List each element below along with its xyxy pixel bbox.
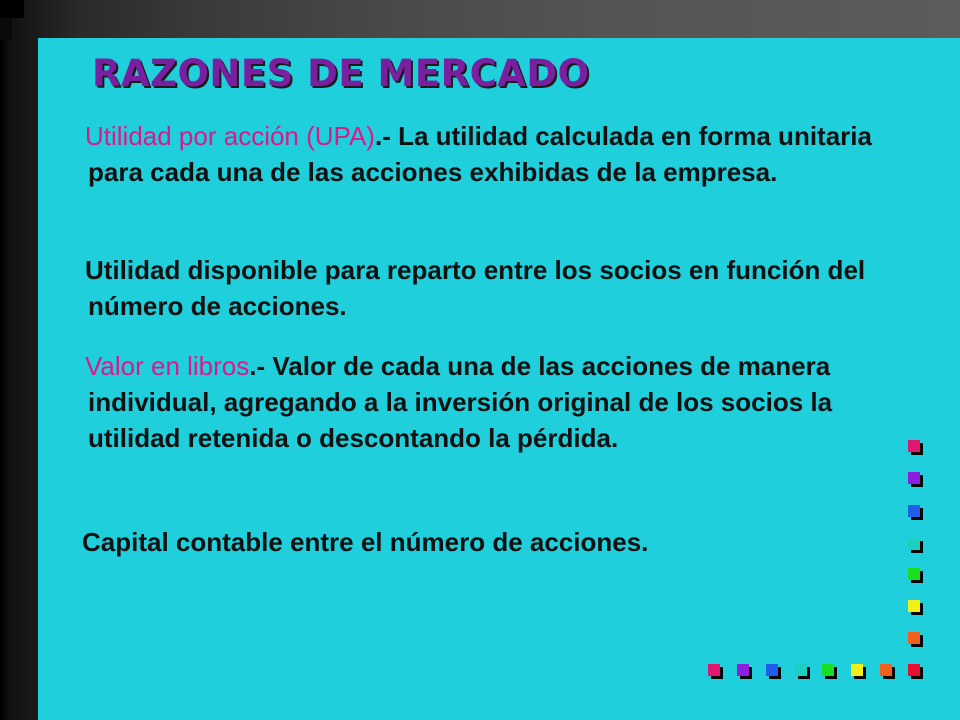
paragraph-valor-libros [85, 348, 908, 456]
decor-square [908, 505, 920, 517]
decor-square [737, 664, 749, 676]
corner-decoration [0, 0, 24, 18]
decor-square [908, 440, 920, 452]
decor-square [708, 664, 720, 676]
paragraph-text: Utilidad disponible para reparto entre los socios en función del número de acciones. [85, 255, 866, 321]
decor-square [795, 664, 807, 676]
decor-square [908, 664, 920, 676]
decor-square [822, 664, 834, 676]
paragraph-text: .- La utilidad calculada en forma unitaria para cada una de las acciones exhibidas de la empresa. [88, 121, 872, 187]
decor-square [908, 600, 920, 612]
slide-title: RAZONES DE MERCADO [92, 52, 590, 95]
term-highlight: Utilidad por acción (UPA) [85, 121, 375, 151]
decor-square [851, 664, 863, 676]
decor-square [908, 538, 920, 550]
term-highlight: Valor en libros [85, 351, 250, 381]
paragraph-upa [85, 118, 908, 190]
decor-square [908, 568, 920, 580]
paragraph-capital [82, 524, 905, 560]
paragraph-text: Capital contable entre el número de acciones. [82, 527, 649, 557]
paragraph-text: .- Valor de cada una de las acciones de manera individual, agregando a la inversión original de los socios la utilidad retenida o descontando la pérdida. [88, 351, 833, 453]
decor-square [908, 632, 920, 644]
decor-square [880, 664, 892, 676]
decor-square [766, 664, 778, 676]
paragraph-upa-detail [85, 252, 908, 324]
decor-square [908, 472, 920, 484]
